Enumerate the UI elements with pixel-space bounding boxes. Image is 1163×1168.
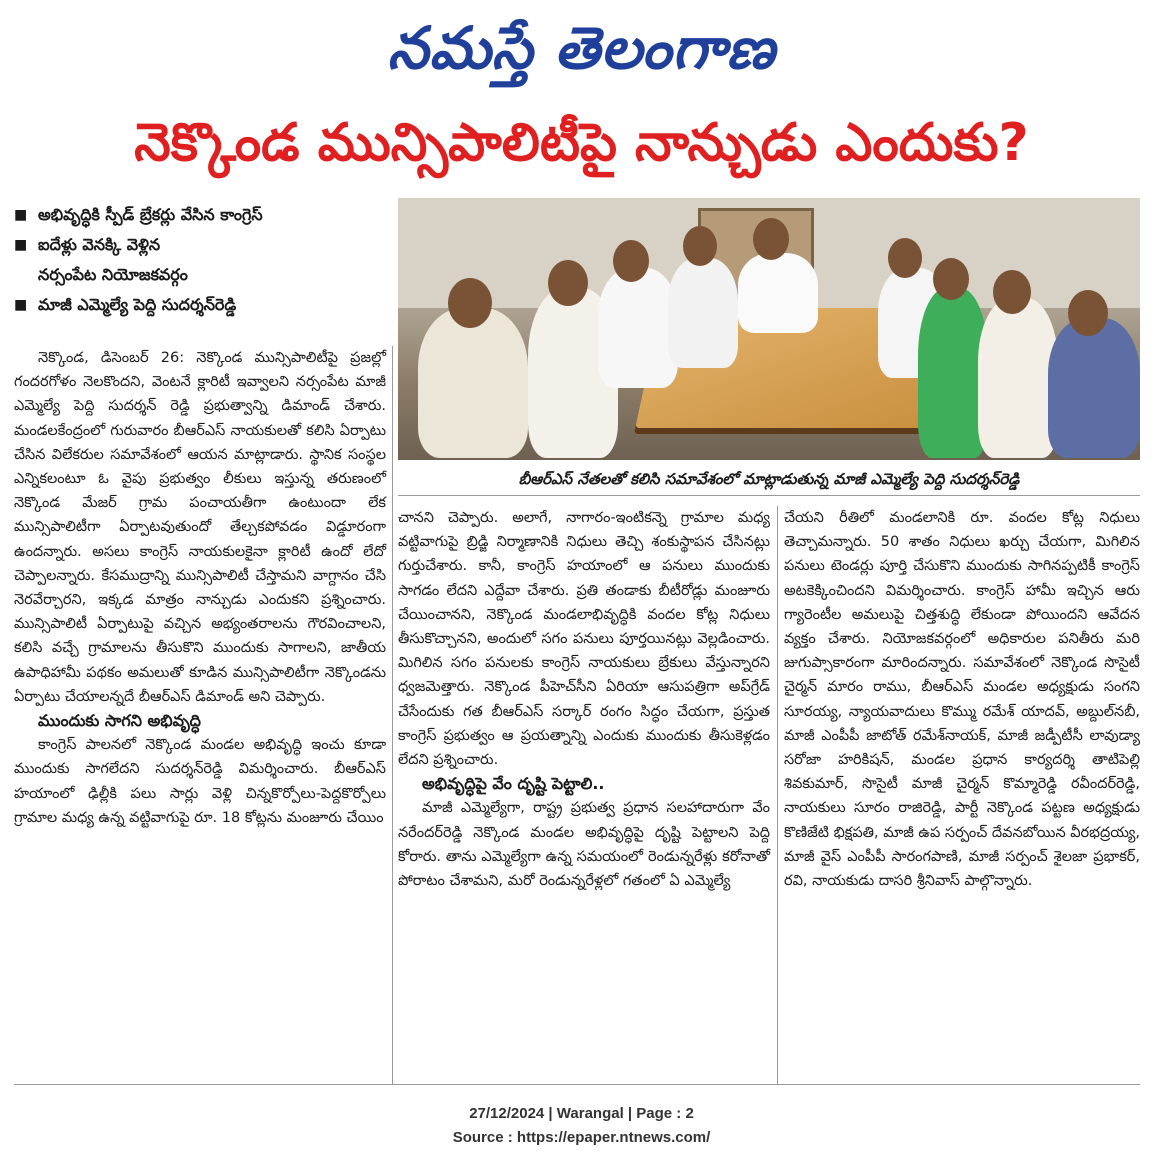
photo-caption: బీఆర్ఎస్ నేతలతో కలిసి సమావేశంలో మాట్లాడుతున్న మాజీ ఎమ్మెల్యే పెద్ది సుదర్శన్‌రెడ్డి <box>518 470 1020 488</box>
page-footer <box>0 1102 1163 1150</box>
photo-person <box>418 308 528 458</box>
photo-person-head <box>933 258 969 300</box>
photo-person-head <box>753 218 789 260</box>
photo-person <box>978 298 1058 458</box>
bullet-square-icon: ■ <box>14 237 28 253</box>
photo-person-head <box>613 240 649 282</box>
highlights-list <box>14 200 394 320</box>
photo-person <box>598 268 678 388</box>
highlight-text: మాజీ ఎమ్మెల్యే పెద్ది సుదర్శన్‌రెడ్డి <box>38 295 237 314</box>
edition-info: 27/12/2024 | Warangal | Page : 2 <box>469 1105 694 1122</box>
footer-divider <box>14 1084 1140 1085</box>
photo-person-head <box>548 260 588 306</box>
article-column-1 <box>14 346 386 830</box>
masthead-logo: నమస్తే తెలంగాణ <box>387 14 776 82</box>
photo-person-head <box>1068 290 1108 336</box>
article-subheading: ముందుకు సాగని అభివృద్ధి <box>38 711 201 731</box>
bullet-square-icon: ■ <box>14 297 28 313</box>
article-paragraph: మాజీ ఎమ్మెల్యేగా, రాష్ట్ర ప్రభుత్వ ప్రధాన సలహాదారుగా వేం నరేందర్‌రెడ్డి నెక్కొండ మండల అభివృద్ధిపై దృష్టి పెట్టాలని పెద్ది కోరారు. తాను ఎమ్మెల్యేగా ఉన్న సమయంలో రెండున్నరేళ్లు కరోనాతో పోరాటం చేశామని, మరో రెండున్నరేళ్లలో గతంలో ఏ ఎమ్మెల్యే <box>398 800 770 890</box>
column-divider <box>777 506 778 1084</box>
article-paragraph: చానని చెప్పారు. అలాగే, నాగారం-ఇంటికన్నె గ్రామాల మధ్య వట్టివాగుపై బ్రిడ్జి నిర్మాణానికి నిధులు తెచ్చి శంకుస్థాపన చేసినట్లు గుర్తుచేశారు. కానీ, కాంగ్రెస్ హయాంలో ఆ పనులు ముందుకు సాగడం లేదని ఎద్దేవా చేశారు. ప్రతి తండాకు బీటీరోడ్లు మంజూరు చేయించానని, నెక్కొండ మండలాభివృద్ధికి వందల కోట్ల నిధులు తీసుకొచ్చానని, అందులో సగం పనులు పూర్తయినట్లు వెల్లడించారు. మిగిలిన సగం పనులకు కాంగ్రెస్ నాయకులు బ్రేకులు వేస్తున్నారని ధ్వజమెత్తారు. నెక్కొండ పీహెచ్‌సీని ఏరియా ఆసుపత్రిగా అప్‌గ్రేడ్ చేసేందుకు గత బీఆర్ఎస్ సర్కార్ రంగం సిద్ధం చేయగా, ప్రస్తుత కాంగ్రెస్ ప్రభుత్వం ఆ ప్రయత్నాన్ని ఎందుకు ముందుకు తీసుకెళ్లడం లేదని ప్రశ్నించారు. <box>398 510 770 769</box>
photo-person-head <box>683 226 717 266</box>
column-divider <box>392 346 393 1084</box>
photo-person-head <box>888 238 922 278</box>
highlight-text: ఐదేళ్లు వెనక్కి వెళ్లిన <box>38 235 161 254</box>
article-headline: నెక్కొండ మున్సిపాలిటీపై నాన్చుడు ఎందుకు? <box>134 113 1029 173</box>
photo-person <box>668 258 738 368</box>
highlight-item <box>14 200 394 230</box>
photo-person-head <box>993 270 1031 314</box>
article-paragraph: నెక్కొండ, డిసెంబర్ 26: నెక్కొండ మున్సిపాలిటీపై ప్రజల్లో గందరగోళం నెలకొందని, వెంటనే క్లారిటీ ఇవ్వాలని నర్సంపేట మాజీ ఎమ్మెల్యే పెద్ది సుదర్శన్ రెడ్డి ప్రభుత్వాన్ని డిమాండ్ చేశారు. మండలకేంద్రంలో గురువారం బీఆర్ఎస్ నాయకులతో కలిసి ఏర్పాటు చేసిన విలేకరుల సమావేశంలో ఆయన మాట్లాడారు. స్థానిక సంస్థల ఎన్నికలంటూ ఓ వైపు ప్రభుత్వం లీకులు ఇస్తున్న తరుణంలో నెక్కొండ మేజర్ గ్రామ పంచాయతీగా ఉంటుందా లేక మున్సిపాలిటీగా ఏర్పాటవుతుందో తేల్చకపోవడం విడ్డూరంగా ఉందన్నారు. అసలు కాంగ్రెస్ నాయకులకైనా క్లారిటీ ఉందో లేదో చెప్పాలన్నారు. కేసముద్రాన్ని మున్సిపాలిటీ చేస్తామని వాగ్దానం చేసి నెరవేర్చారని, ఇక్కడ మాత్రం నాన్చుడు ఎందుకని ప్రశ్నించారు. మున్సిపాలిటీ ఏర్పాటుపై వచ్చిన అభ్యంతరాలను గౌరవించాలని, కలిసి వచ్చే గ్రామాలను తీసుకొని ముందుకు సాగాలని, జాతీయ ఉపాధిహామీ పథకం అమలుతో కూడిన మున్సిపాలిటీగా నెక్కొండను ఏర్పాటు చేయాలన్నదే బీఆర్ఎస్ డిమాండ్ అని చెప్పారు. <box>14 350 386 705</box>
photo-person-head <box>448 278 492 328</box>
article-paragraph: చేయని రీతిలో మండలానికి రూ. వందల కోట్ల నిధులు తెచ్చామన్నారు. 50 శాతం నిధులు ఖర్చు చేయగా, మిగిలిన పనులు టెండర్లు పూర్తి చేసుకొని ముందుకు సాగినప్పటికీ కాంగ్రెస్ అటకెక్కించిందని విమర్శించారు. కాంగ్రెస్ హామీ ఇచ్చిన ఆరు గ్యారెంటీల అమలుపై చిత్తశుద్ధి లేకుండా పోయిందని ఆవేదన వ్యక్తం చేశారు. నియోజకవర్గంలో అధికారుల పనితీరు మరి జుగుప్సాకారంగా మారిందన్నారు. సమావేశంలో నెక్కొండ సొసైటీ చైర్మన్ మారం రాము, బీఆర్ఎస్ మండల అధ్యక్షుడు సంగని సూరయ్య, న్యాయవాదులు కొమ్ము రమేశ్ యాదవ్, అబ్దుల్‌నబీ, మాజీ ఎంపీపీ జాటోత్ రమేశ్‌నాయక్, మాజీ జడ్పీటీసీ లావుడ్యా సరోజా హరికిషన్, మండల ప్రధాన కార్యదర్శి తాటిపెల్లి శివకుమార్, సొసైటీ మాజీ చైర్మన్ కొమ్మారెడ్డి రవీందర్‌రెడ్డి, నాయకులు సూరం రాజిరెడ్డి, పార్టీ నెక్కొండ పట్టణ అధ్యక్షుడు కొణిజేటి భిక్షపతి, మాజీ ఉప సర్పంచ్ దేవనబోయిన వీరభద్రయ్య, మాజీ వైస్ ఎంపీపీ సారంగపాణి, మాజీ సర్పంచ్ శైలజా ప్రభాకర్, రవి, నాయకుడు దాసరి శ్రీనివాస్ పాల్గొన్నారు. <box>784 510 1140 890</box>
article-column-2 <box>398 506 770 893</box>
highlight-item <box>14 230 394 260</box>
article-subheading: అభివృద్ధిపై వేం దృష్టి పెట్టాలి.. <box>422 774 605 794</box>
meeting-photo <box>398 198 1140 460</box>
article-paragraph: కాంగ్రెస్ పాలనలో నెక్కొండ మండల అభివృద్ధి ఇంచు కూడా ముందుకు సాగలేదని సుదర్శన్‌రెడ్డి విమర్శించారు. బీఆర్ఎస్ హయాంలో ఢిల్లీకి పలు సార్లు వెళ్లి చిన్నకొర్పోలు-పెద్దకొర్పోలు గ్రామాల మధ్య ఉన్న వట్టివాగుపై రూ. 18 కోట్లను మంజూరు చేయిం <box>14 737 386 826</box>
highlight-continuation: నర్సంపేట నియోజకవర్గం <box>38 265 188 284</box>
highlight-item <box>14 290 394 320</box>
caption-divider <box>398 495 1140 496</box>
photo-person <box>738 253 818 333</box>
source-link[interactable]: Source : https://epaper.ntnews.com/ <box>452 1129 711 1146</box>
photo-person <box>1048 318 1140 458</box>
article-column-3 <box>784 506 1140 893</box>
highlight-text: అభివృద్ధికి స్పీడ్ బ్రేకర్లు వేసిన కాంగ్రెస్ <box>38 205 263 224</box>
bullet-square-icon: ■ <box>14 207 28 223</box>
